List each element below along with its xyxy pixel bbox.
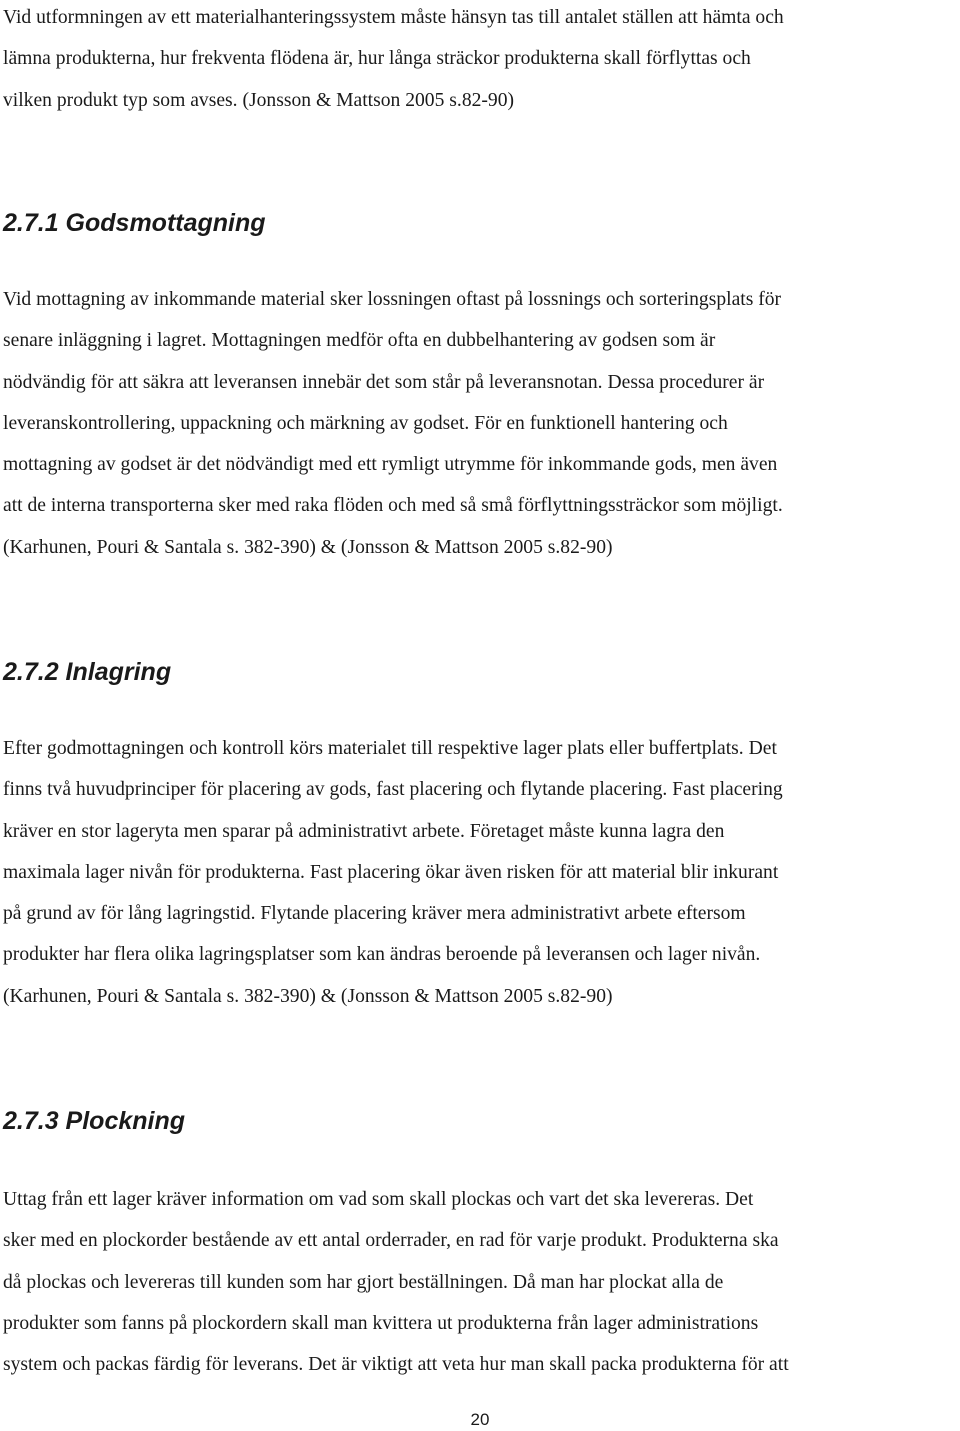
paragraph-line: att de interna transporterna sker med raka flöden och med så små förflyttningssträckor som möjligt. xyxy=(3,495,783,517)
paragraph-line: då plockas och levereras till kunden som har gjort beställningen. Då man har plockat alla de xyxy=(3,1271,724,1293)
paragraph-line: (Karhunen, Pouri & Santala s. 382-390) & (Jonsson & Mattson 2005 s.82-90) xyxy=(3,536,613,558)
paragraph-line: Vid utformningen av ett materialhanteringssystem måste hänsyn tas till antalet ställen att hämta och xyxy=(3,7,784,28)
paragraph-line: vilken produkt typ som avses. (Jonsson & Mattson 2005 s.82-90) xyxy=(3,89,515,111)
section-heading-plockning: 2.7.3 Plockning xyxy=(3,1107,186,1135)
paragraph-line: leveranskontrollering, uppackning och märkning av godset. För en funktionell hantering och xyxy=(3,412,728,434)
paragraph-line: Vid mottagning av inkommande material sker lossningen oftast på lossnings och sorteringsplats för xyxy=(3,289,782,310)
paragraph-line: sker med en plockorder bestående av ett antal orderrader, en rad för varje produkt. Produkterna ska xyxy=(3,1230,779,1252)
plockning-paragraph xyxy=(3,1179,958,1385)
intro-paragraph xyxy=(3,0,958,121)
paragraph-line: nödvändig för att säkra att leveransen innebär det som står på leveransnotan. Dessa procedurer är xyxy=(3,371,765,393)
paragraph-line: kräver en stor lageryta men sparar på administrativt arbete. Företaget måste kunna lagra den xyxy=(3,820,725,842)
paragraph-line: (Karhunen, Pouri & Santala s. 382-390) & (Jonsson & Mattson 2005 s.82-90) xyxy=(3,985,613,1007)
inlagring-paragraph xyxy=(3,728,958,1017)
section-heading-godsmottagning: 2.7.1 Godsmottagning xyxy=(3,209,266,237)
paragraph-line: senare inläggning i lagret. Mottagningen medför ofta en dubbelhantering av godsen som är xyxy=(3,330,716,352)
paragraph-line: mottagning av godset är det nödvändigt med ett rymligt utrymme för inkommande gods, men även xyxy=(3,454,778,476)
paragraph-line: maximala lager nivån för produkterna. Fast placering ökar även risken för att material blir inkurant xyxy=(3,861,779,883)
paragraph-line: produkter som fanns på plockordern skall man kvittera ut produkterna från lager administrations xyxy=(3,1312,759,1334)
paragraph-line: Efter godmottagningen och kontroll körs materialet till respektive lager plats eller buffertplats. Det xyxy=(3,738,777,759)
paragraph-line: på grund av för lång lagringstid. Flytande placering kräver mera administrativt arbete eftersom xyxy=(3,903,746,925)
paragraph-line: system och packas färdig för leverans. Det är viktigt att veta hur man skall packa produkterna för att xyxy=(3,1354,789,1376)
paragraph-line: produkter har flera olika lagringsplatser som kan ändras beroende på leveransen och lager nivån. xyxy=(3,944,761,966)
page-number: 20 xyxy=(470,1410,490,1429)
godsmottagning-paragraph xyxy=(3,279,958,568)
paragraph-line: lämna produkterna, hur frekventa flödena är, hur långa sträckor produkterna skall förflyttas och xyxy=(3,48,751,70)
section-heading-inlagring: 2.7.2 Inlagring xyxy=(3,658,172,686)
paragraph-line: Uttag från ett lager kräver information om vad som skall plockas och vart det ska levereras. Det xyxy=(3,1189,754,1210)
paragraph-line: finns två huvudprinciper för placering av gods, fast placering och flytande placering. Fast placering xyxy=(3,779,783,801)
